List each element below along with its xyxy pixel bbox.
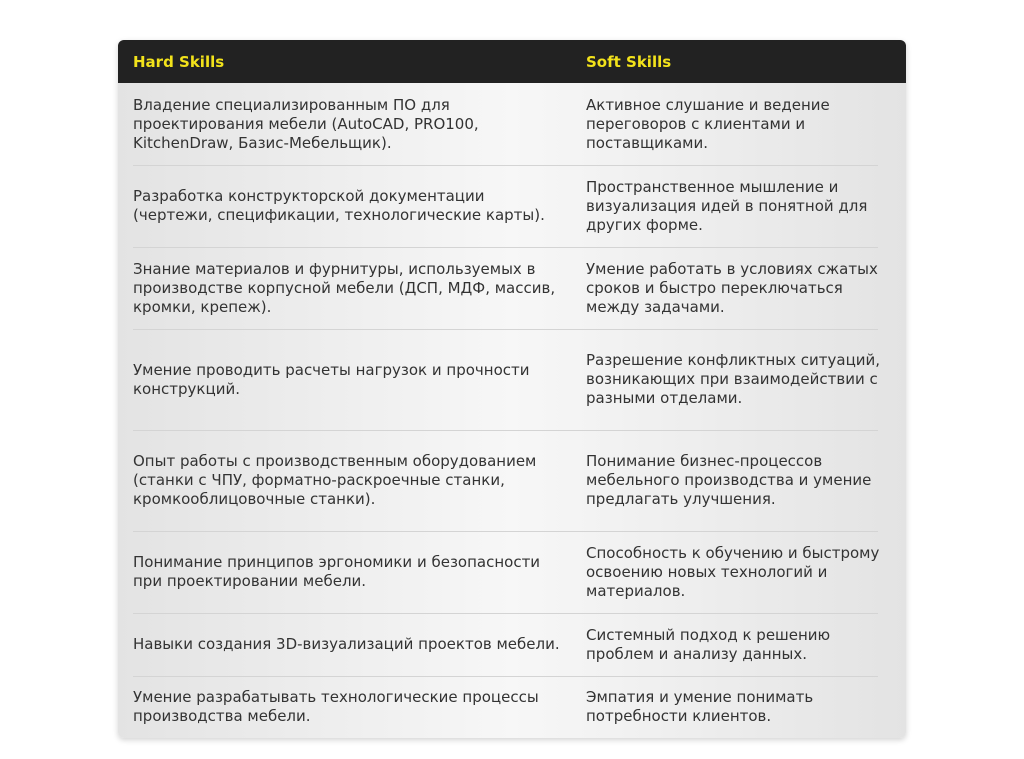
table-header xyxy=(118,40,906,83)
table-row xyxy=(118,430,906,531)
table-row xyxy=(118,613,906,676)
table-row xyxy=(118,329,906,430)
hard-skill-cell: Разработка конструкторской документации (чертежи, спецификации, технологические карты). xyxy=(133,187,545,224)
hard-skill-cell: Навыки создания 3D-визуализаций проектов мебели. xyxy=(133,635,560,653)
hard-skill-cell: Опыт работы с производственным оборудованием (станки с ЧПУ, форматно-раскроечные станки, кромкооблицовочные станки). xyxy=(133,452,537,508)
soft-skill-cell: Разрешение конфликтных ситуаций, возникающих при взаимодействии с разными отделами. xyxy=(586,351,881,407)
hard-skill-cell: Понимание принципов эргономики и безопасности при проектировании мебели. xyxy=(133,553,541,590)
soft-skill-cell: Понимание бизнес-процессов мебельного производства и умение предлагать улучшения. xyxy=(586,452,872,508)
table-row xyxy=(118,676,906,738)
table-row xyxy=(118,247,906,329)
soft-skill-cell: Умение работать в условиях сжатых сроков и быстро переключаться между задачами. xyxy=(586,259,878,316)
table-row xyxy=(118,531,906,613)
table-row xyxy=(118,165,906,247)
table-row xyxy=(118,83,906,165)
soft-skill-cell: Пространственное мышление и визуализация идей в понятной для других форме. xyxy=(586,177,868,234)
header-soft-skills: Soft Skills xyxy=(586,52,672,71)
soft-skill-cell: Эмпатия и умение понимать потребности клиентов. xyxy=(586,688,814,725)
header-hard-skills: Hard Skills xyxy=(133,52,225,71)
hard-skill-cell: Умение разрабатывать технологические процессы производства мебели. xyxy=(133,688,539,725)
hard-skill-cell: Знание материалов и фурнитуры, используемых в производстве корпусной мебели (ДСП, МДФ, массив, кромки, крепеж). xyxy=(133,259,556,316)
soft-skill-cell: Активное слушание и ведение переговоров с клиентами и поставщиками. xyxy=(586,95,830,152)
skills-table xyxy=(118,40,906,738)
soft-skill-cell: Системный подход к решению проблем и анализу данных. xyxy=(586,625,831,663)
hard-skill-cell: Умение проводить расчеты нагрузок и прочности конструкций. xyxy=(133,360,530,398)
hard-skill-cell: Владение специализированным ПО для проектирования мебели (AutoCAD, PRO100, KitchenDraw, Базис-Мебельщик). xyxy=(133,95,479,152)
soft-skill-cell: Способность к обучению и быстрому освоению новых технологий и материалов. xyxy=(586,543,880,600)
